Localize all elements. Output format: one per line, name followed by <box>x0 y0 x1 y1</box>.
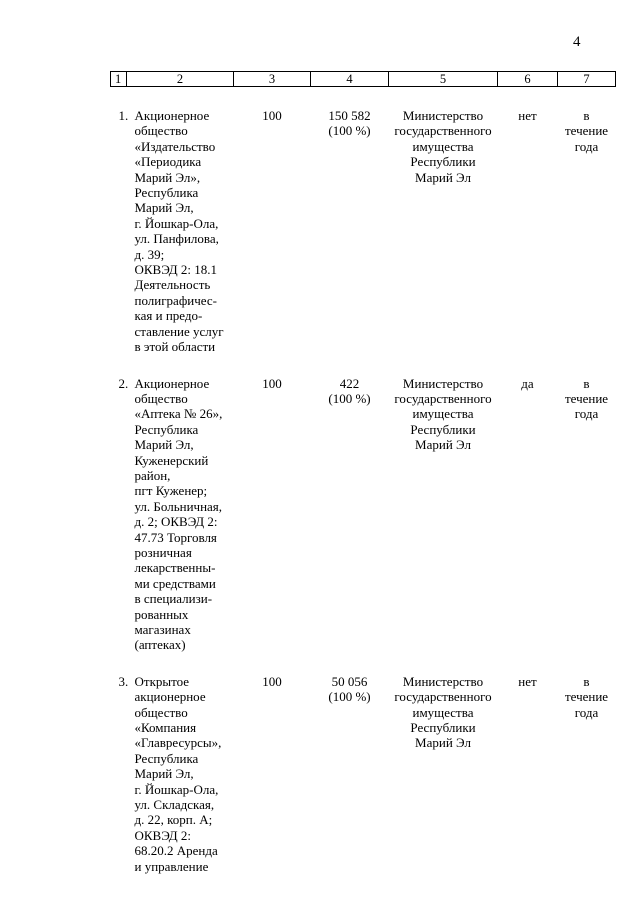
organization-name-line: в этой области <box>134 339 216 355</box>
organization-name-line: Куженерский <box>134 452 209 468</box>
header-col-5: 5 <box>389 72 498 87</box>
organization-name-line: «Издательство <box>134 138 216 154</box>
header-col-2: 2 <box>127 72 234 87</box>
organization-name-line: акционерное <box>134 689 206 705</box>
organization-name-line: «Периодика <box>134 154 202 170</box>
authorized-capital: 422 (100 %) <box>328 375 371 406</box>
table-row <box>111 87 616 355</box>
organization-name-line: г. Йошкар-Ола, <box>134 215 219 231</box>
organization-name-line: ОКВЭД 2: 18.1 <box>134 262 217 278</box>
header-col-1: 1 <box>111 72 127 87</box>
organization-name-line: Республика <box>134 185 199 201</box>
organization-name-line: Республика <box>134 750 199 766</box>
organization-name-line: рованных <box>134 606 189 622</box>
listed-flag: нет <box>518 673 537 689</box>
table-row <box>111 355 616 653</box>
organization-name-line: ул. Панфилова, <box>134 231 219 247</box>
organization-name-line: Марий Эл, <box>134 437 194 453</box>
organization-name-line: д. 22, корп. А; <box>134 812 213 828</box>
authorized-capital: 150 582 (100 %) <box>328 108 371 139</box>
organization-name-line: полиграфичес- <box>134 292 217 308</box>
organization-name-line: район, <box>134 467 171 483</box>
organization-name-line: Деятельность <box>134 277 211 293</box>
listed-flag: да <box>521 375 534 391</box>
organization-name-line: и управление <box>134 858 209 874</box>
row-number-cell <box>111 653 127 874</box>
state-share: 100 <box>262 375 282 391</box>
organization-name-line: «Аптека № 26», <box>134 406 223 422</box>
organization-name-line: лекарственны- <box>134 560 216 576</box>
table-row <box>111 653 616 874</box>
organization-name-line: Марий Эл», <box>134 169 201 185</box>
row-number: 2. <box>118 375 129 391</box>
organization-name-line: 47.73 Торговля <box>134 529 217 545</box>
privatization-term: в течение года <box>564 673 609 720</box>
property-table <box>110 71 616 874</box>
responsible-authority: Министерство государственного имущества Республики Марий Эл <box>394 375 492 453</box>
organization-name-line: д. 2; ОКВЭД 2: <box>134 514 218 530</box>
organization-name <box>127 355 234 653</box>
state-share: 100 <box>262 673 282 689</box>
row-number-cell <box>111 87 127 355</box>
organization-name-line: кая и предо- <box>134 308 203 324</box>
organization-name-line: д. 39; <box>134 246 165 262</box>
header-col-3: 3 <box>234 72 311 87</box>
organization-name-line: (аптеках) <box>134 637 186 653</box>
organization-name-line: «Компания <box>134 720 197 736</box>
organization-name-line: общество <box>134 390 188 406</box>
organization-name-line: «Главресурсы», <box>134 735 222 751</box>
page-number: 4 <box>573 34 581 50</box>
row-number: 3. <box>118 673 129 689</box>
organization-name-line: Акционерное <box>134 375 210 391</box>
organization-name-line: 68.20.2 Аренда <box>134 843 218 859</box>
row-number-cell <box>111 355 127 653</box>
organization-name-line: розничная <box>134 544 192 560</box>
organization-name-line: магазинах <box>134 622 191 637</box>
organization-name-line: Марий Эл, <box>134 200 194 216</box>
organization-name <box>127 653 234 874</box>
authorized-capital: 50 056 (100 %) <box>328 673 371 705</box>
organization-name-line: ми средствами <box>134 575 216 591</box>
organization-name-line: ставление услуг <box>134 323 224 339</box>
state-share: 100 <box>262 108 282 123</box>
organization-name-line: пгт Куженер; <box>134 483 208 499</box>
organization-name-line: Акционерное <box>134 108 210 123</box>
organization-name-line: общество <box>134 123 188 139</box>
organization-name <box>127 87 234 355</box>
table-body <box>111 87 616 875</box>
organization-name-line: г. Йошкар-Ола, <box>134 781 219 797</box>
organization-name-line: в специализи- <box>134 591 213 607</box>
organization-name-line: Марий Эл, <box>134 766 194 782</box>
row-number: 1. <box>118 108 129 123</box>
privatization-term: в течение года <box>564 375 609 422</box>
header-col-7: 7 <box>558 72 616 87</box>
responsible-authority: Министерство государственного имущества Республики Марий Эл <box>394 108 492 185</box>
organization-name-line: Республика <box>134 421 199 437</box>
organization-name-line: ОКВЭД 2: <box>134 827 191 843</box>
header-col-6: 6 <box>498 72 558 87</box>
organization-name-line: ул. Больничная, <box>134 498 223 514</box>
responsible-authority: Министерство государственного имущества Республики Марий Эл <box>394 673 492 751</box>
header-row <box>111 72 616 87</box>
organization-name-line: ул. Складская, <box>134 797 215 813</box>
privatization-term: в течение года <box>564 108 609 154</box>
organization-name-line: Открытое <box>134 673 190 689</box>
header-col-4: 4 <box>311 72 389 87</box>
organization-name-line: общество <box>134 704 188 720</box>
listed-flag: нет <box>518 108 537 123</box>
